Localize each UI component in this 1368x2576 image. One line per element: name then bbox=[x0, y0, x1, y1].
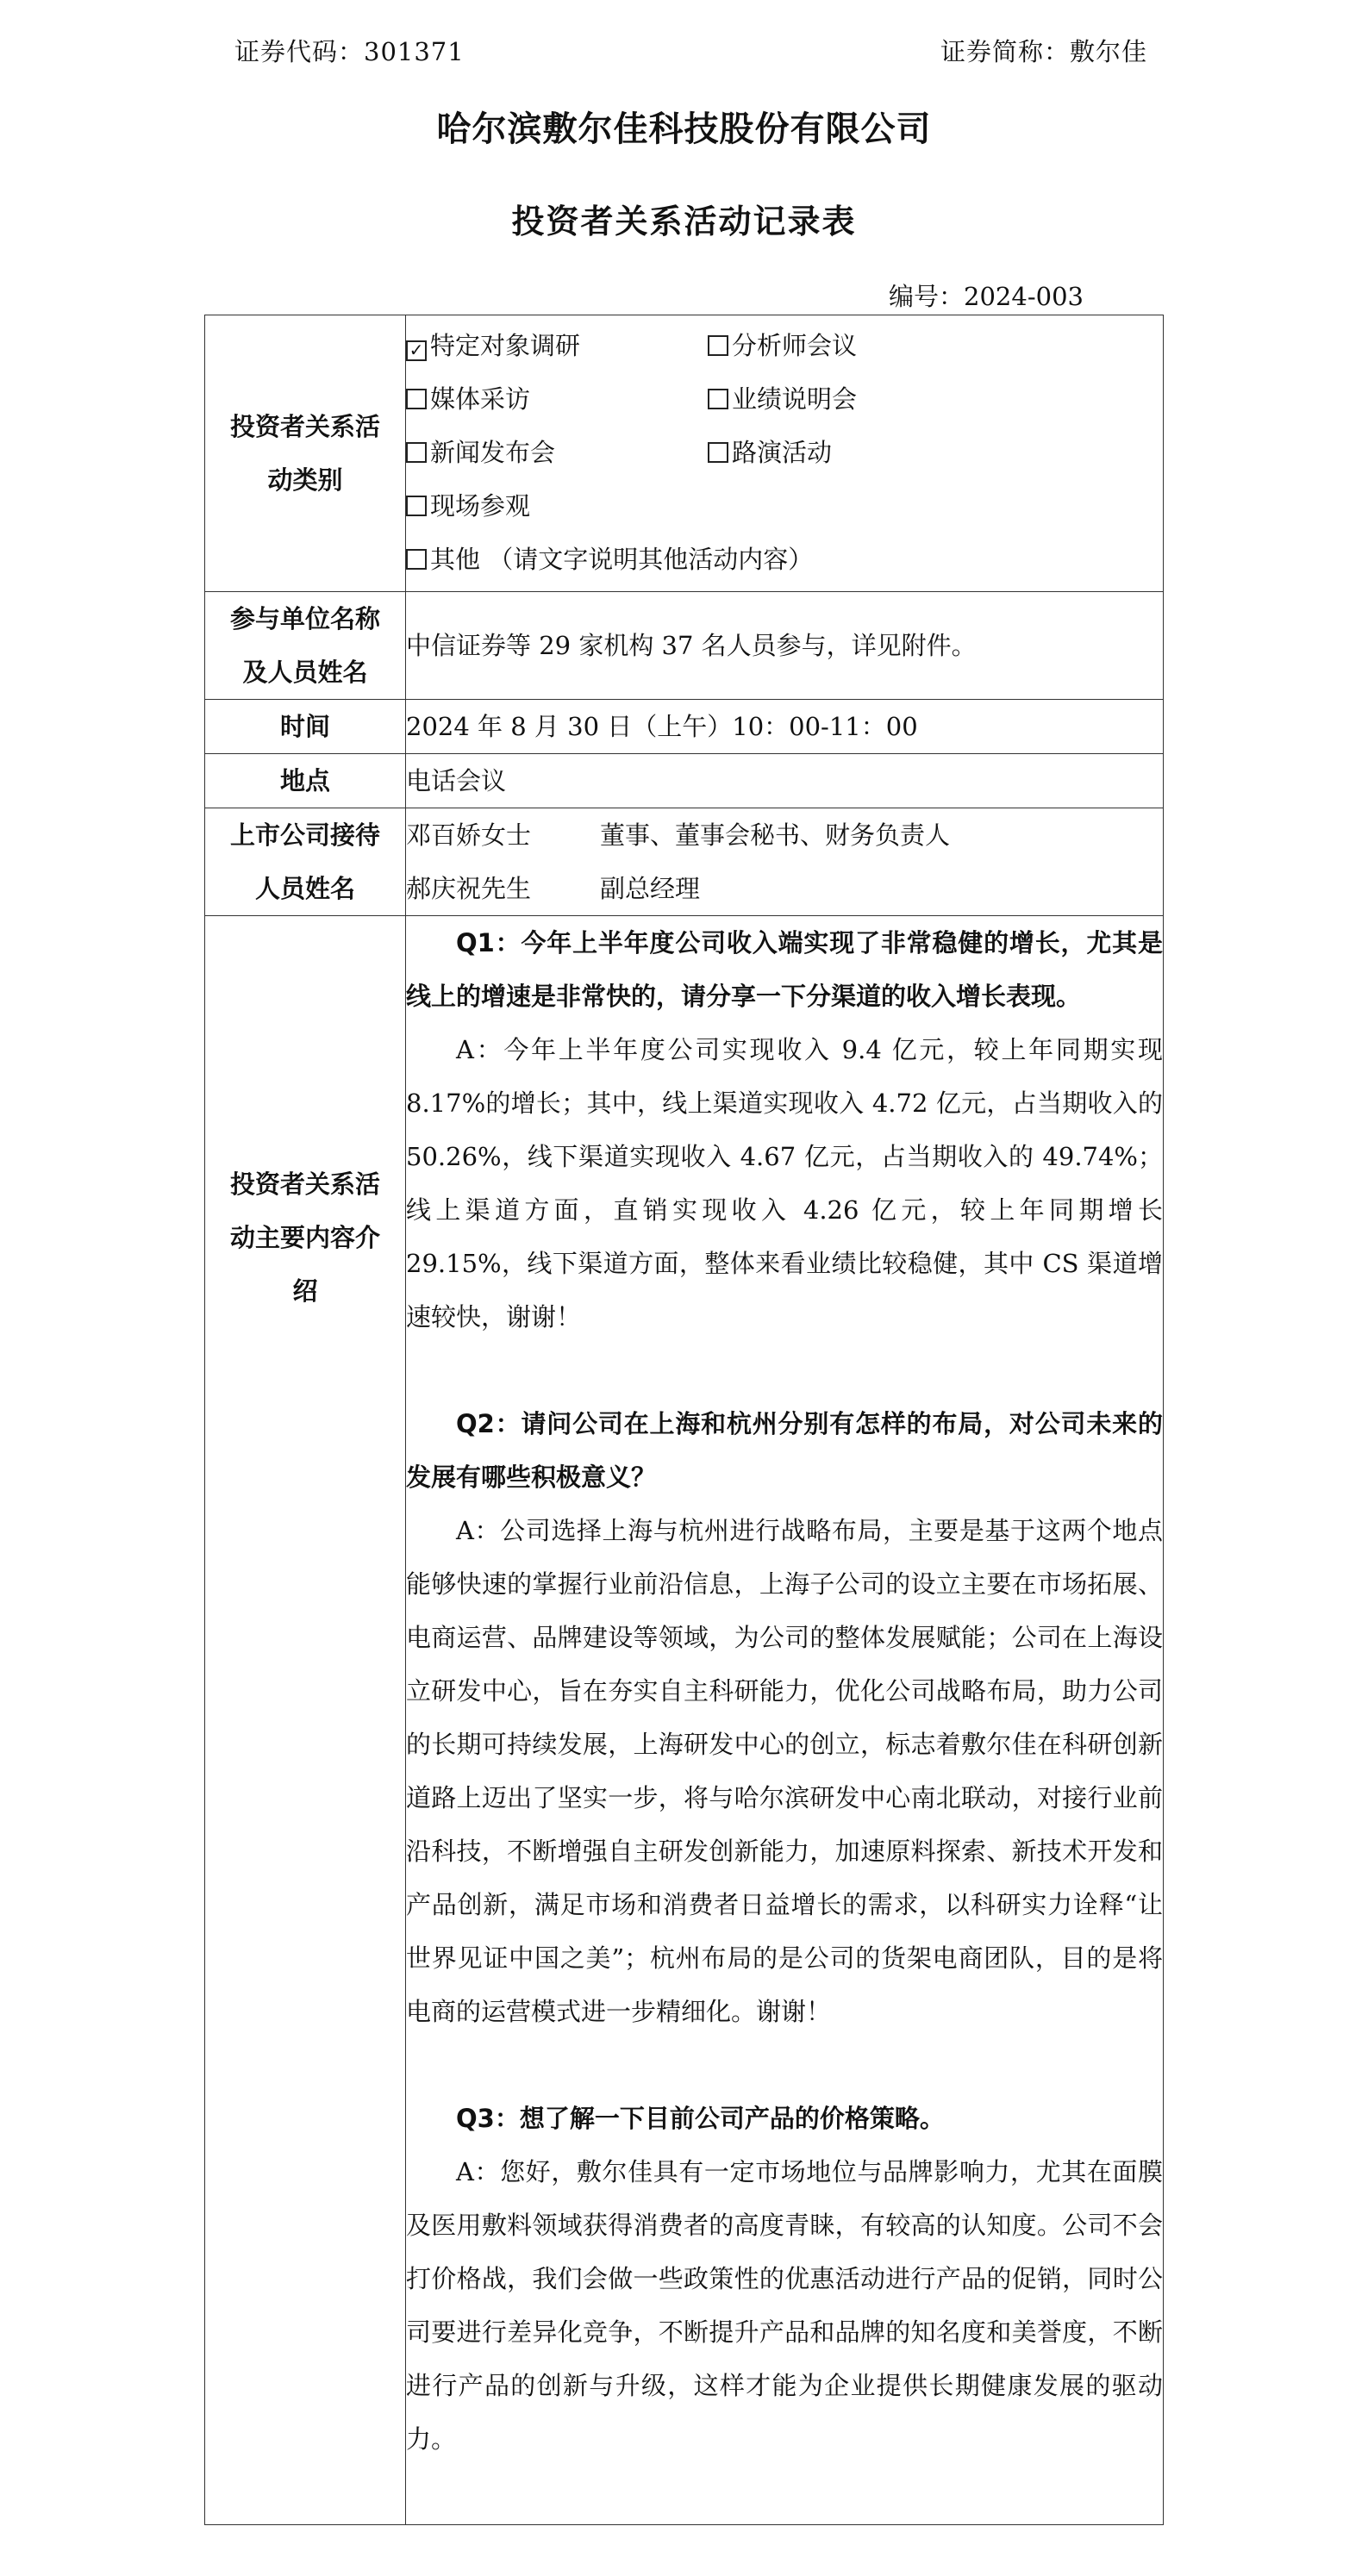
document-title: 投资者关系活动记录表 bbox=[511, 203, 857, 240]
row-participants bbox=[205, 592, 1164, 700]
row-main-content bbox=[205, 916, 1164, 2525]
main-content-value bbox=[406, 916, 1164, 2525]
question-3: Q3：想了解一下目前公司产品的价格策略。 bbox=[456, 2104, 945, 2133]
person-name: 郝庆祝先生 bbox=[406, 874, 532, 903]
checkbox-icon[interactable] bbox=[708, 389, 728, 409]
stock-code: 证券代码：301371 bbox=[234, 37, 465, 66]
row-time bbox=[205, 700, 1164, 754]
option-earnings-briefing[interactable]: 业绩说明会 bbox=[708, 372, 1009, 426]
document-number: 编号：2024-003 bbox=[889, 282, 1084, 311]
question-1: Q1：今年上半年度公司收入端实现了非常稳健的增长，尤其是线上的增速是非常快的，请分享一下分渠道的收入增长表现。 bbox=[406, 928, 1163, 1011]
reception-person bbox=[406, 862, 1163, 915]
reception-label: 上市公司接待人员姓名 bbox=[205, 808, 406, 916]
answer-2: A：公司选择上海与杭州进行战略布局，主要是基于这两个地点能够快速的掌握行业前沿信息，上海子公司的设立主要在市场拓展、电商运营、品牌建设等领域，为公司的整体发展赋能；公司在上海设立研发中心，旨在夯实自主科研能力，优化公司战略布局，助力公司的长期可持续发展，上海研发中心的创立，标志着敷尔佳在科研创新道路上迈出了坚实一步，将与哈尔滨研发中心南北联动，对接行业前沿科技，不断增强自主研发创新能力，加速原料探索、新技术开发和产品创新，满足市场和消费者日益增长的需求，以科研实力诠释“让世界见证中国之美”；杭州布局的是公司的货架电商团队，目的是将电商的运营模式进一步精细化。谢谢！ bbox=[406, 1516, 1163, 2026]
checkbox-icon[interactable] bbox=[708, 442, 728, 463]
option-site-visit[interactable]: 现场参观 bbox=[406, 479, 1009, 533]
row-activity-type bbox=[205, 315, 1164, 592]
spacer bbox=[406, 2038, 1163, 2092]
activity-type-options bbox=[406, 315, 1164, 592]
checkbox-icon[interactable] bbox=[406, 389, 427, 409]
option-press-conference[interactable]: 新闻发布会 bbox=[406, 426, 708, 479]
checkbox-icon[interactable] bbox=[406, 442, 427, 463]
participants-label: 参与单位名称及人员姓名 bbox=[205, 592, 406, 700]
answer-1: A：今年上半年度公司实现收入 9.4 亿元，较上年同期实现 8.17%的增长；其中，线上渠道实现收入 4.72 亿元，占当期收入的 50.26%，线下渠道实现收入 4.67 亿元，占当期收入的 49.74%；线上渠道方面，直销实现收入 4.26 亿元，较上年同期增长 29.15%，线下渠道方面，整体来看业绩比较稳健，其中 CS 渠道增速较快，谢谢！ bbox=[406, 1035, 1163, 1332]
company-name: 哈尔滨敷尔佳科技股份有限公司 bbox=[436, 109, 932, 149]
activity-type-label: 投资者关系活动类别 bbox=[205, 315, 406, 592]
reception-person bbox=[406, 808, 1163, 862]
row-reception bbox=[205, 808, 1164, 916]
checkbox-icon[interactable] bbox=[406, 549, 427, 570]
option-media-interview[interactable]: 媒体采访 bbox=[406, 372, 708, 426]
time-value: 2024 年 8 月 30 日（上午）10：00-11：00 bbox=[406, 700, 1164, 754]
row-location bbox=[205, 754, 1164, 808]
option-analyst-meeting[interactable]: 分析师会议 bbox=[708, 319, 1009, 372]
person-name: 邓百娇女士 bbox=[406, 820, 532, 850]
spacer bbox=[406, 1344, 1163, 1397]
time-label: 时间 bbox=[205, 700, 406, 754]
option-other[interactable]: 其他 （请文字说明其他活动内容） bbox=[406, 533, 1009, 586]
main-content-label: 投资者关系活动主要内容介绍 bbox=[205, 916, 406, 2525]
question-2: Q2：请问公司在上海和杭州分别有怎样的布局，对公司未来的发展有哪些积极意义？ bbox=[406, 1409, 1163, 1492]
checkbox-icon[interactable] bbox=[406, 496, 427, 516]
ir-record-table bbox=[204, 315, 1164, 2525]
checkbox-icon[interactable] bbox=[708, 335, 728, 356]
participants-value: 中信证券等 29 家机构 37 名人员参与，详见附件。 bbox=[406, 592, 1164, 700]
option-specific-research[interactable]: ✓ 特定对象调研 bbox=[406, 319, 708, 372]
answer-3: A：您好，敷尔佳具有一定市场地位与品牌影响力，尤其在面膜及医用敷料领域获得消费者的高度青睐，有较高的认知度。公司不会打价格战，我们会做一些政策性的优惠活动进行产品的促销，同时公司要进行差异化竞争，不断提升产品和品牌的知名度和美誉度，不断进行产品的创新与升级，这样才能为企业提供长期健康发展的驱动力。 bbox=[406, 2157, 1163, 2454]
person-title: 副总经理 bbox=[600, 874, 701, 903]
location-label: 地点 bbox=[205, 754, 406, 808]
reception-value bbox=[406, 808, 1164, 916]
stock-abbreviation: 证券简称：敷尔佳 bbox=[940, 37, 1147, 66]
person-title: 董事、董事会秘书、财务负责人 bbox=[600, 820, 951, 850]
location-value: 电话会议 bbox=[406, 754, 1164, 808]
option-roadshow[interactable]: 路演活动 bbox=[708, 426, 1009, 479]
checkbox-checked-icon[interactable]: ✓ bbox=[406, 340, 427, 361]
